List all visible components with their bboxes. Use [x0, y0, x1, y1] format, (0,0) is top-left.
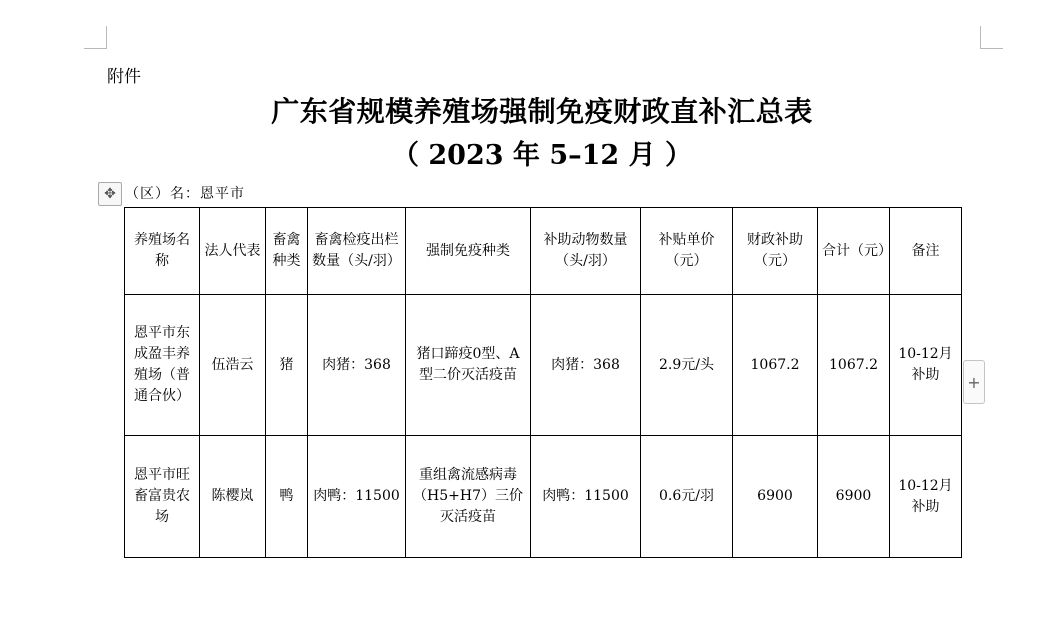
cell-fiscal-subsidy[interactable]: 1067.2 — [733, 295, 818, 436]
header-vaccine-type: 强制免疫种类 — [406, 208, 531, 295]
table-add-column-button[interactable] — [963, 360, 985, 404]
header-livestock-type: 畜禽种类 — [266, 208, 308, 295]
cell-legal-rep[interactable]: 陈樱岚 — [200, 436, 266, 558]
cell-total[interactable]: 1067.2 — [818, 295, 890, 436]
table-header-row — [125, 208, 962, 295]
cell-vaccine-type[interactable]: 重组禽流感病毒（H5+H7）三价灭活疫苗 — [406, 436, 531, 558]
header-quarantine-count: 畜禽检疫出栏数量（头/羽） — [308, 208, 406, 295]
cell-remarks[interactable]: 10-12月补助 — [890, 436, 962, 558]
table-row — [125, 295, 962, 436]
attachment-label: 附件 — [107, 67, 141, 87]
cell-livestock-type[interactable]: 猪 — [266, 295, 308, 436]
move-icon: ✥ — [104, 186, 116, 202]
cell-fiscal-subsidy[interactable]: 6900 — [733, 436, 818, 558]
table-move-handle[interactable] — [98, 182, 122, 206]
table-row — [125, 436, 962, 558]
cell-unit-price[interactable]: 0.6元/羽 — [641, 436, 733, 558]
cell-quarantine-count[interactable]: 肉鸭：11500 — [308, 436, 406, 558]
header-remarks: 备注 — [890, 208, 962, 295]
cell-quarantine-count[interactable]: 肉猪：368 — [308, 295, 406, 436]
header-total: 合计（元） — [818, 208, 890, 295]
cell-farm-name[interactable]: 恩平市东成盈丰养殖场（普通合伙） — [125, 295, 200, 436]
document-subtitle: （ 2023 年 5–12 月 ） — [391, 140, 692, 171]
header-fiscal-subsidy: 财政补助（元） — [733, 208, 818, 295]
region-label: （区）名：恩平市 — [125, 186, 245, 202]
cell-vaccine-type[interactable]: 猪口蹄疫0型、A型二价灭活疫苗 — [406, 295, 531, 436]
cell-subsidized-count[interactable]: 肉鸭：11500 — [531, 436, 641, 558]
cell-total[interactable]: 6900 — [818, 436, 890, 558]
header-unit-price: 补贴单价（元） — [641, 208, 733, 295]
subsidy-summary-table — [124, 207, 962, 558]
plus-icon: + — [967, 372, 981, 392]
cell-unit-price[interactable]: 2.9元/头 — [641, 295, 733, 436]
page-corner-marker-top-left — [84, 26, 107, 49]
cell-remarks[interactable]: 10-12月补助 — [890, 295, 962, 436]
cell-livestock-type[interactable]: 鸭 — [266, 436, 308, 558]
cell-subsidized-count[interactable]: 肉猪：368 — [531, 295, 641, 436]
header-farm-name: 养殖场名称 — [125, 208, 200, 295]
cell-legal-rep[interactable]: 伍浩云 — [200, 295, 266, 436]
cell-farm-name[interactable]: 恩平市旺畜富贵农场 — [125, 436, 200, 558]
document-title: 广东省规模养殖场强制免疫财政直补汇总表 — [271, 95, 813, 128]
header-legal-rep: 法人代表 — [200, 208, 266, 295]
header-subsidized-count: 补助动物数量（头/羽） — [531, 208, 641, 295]
page-corner-marker-top-right — [980, 26, 1003, 49]
